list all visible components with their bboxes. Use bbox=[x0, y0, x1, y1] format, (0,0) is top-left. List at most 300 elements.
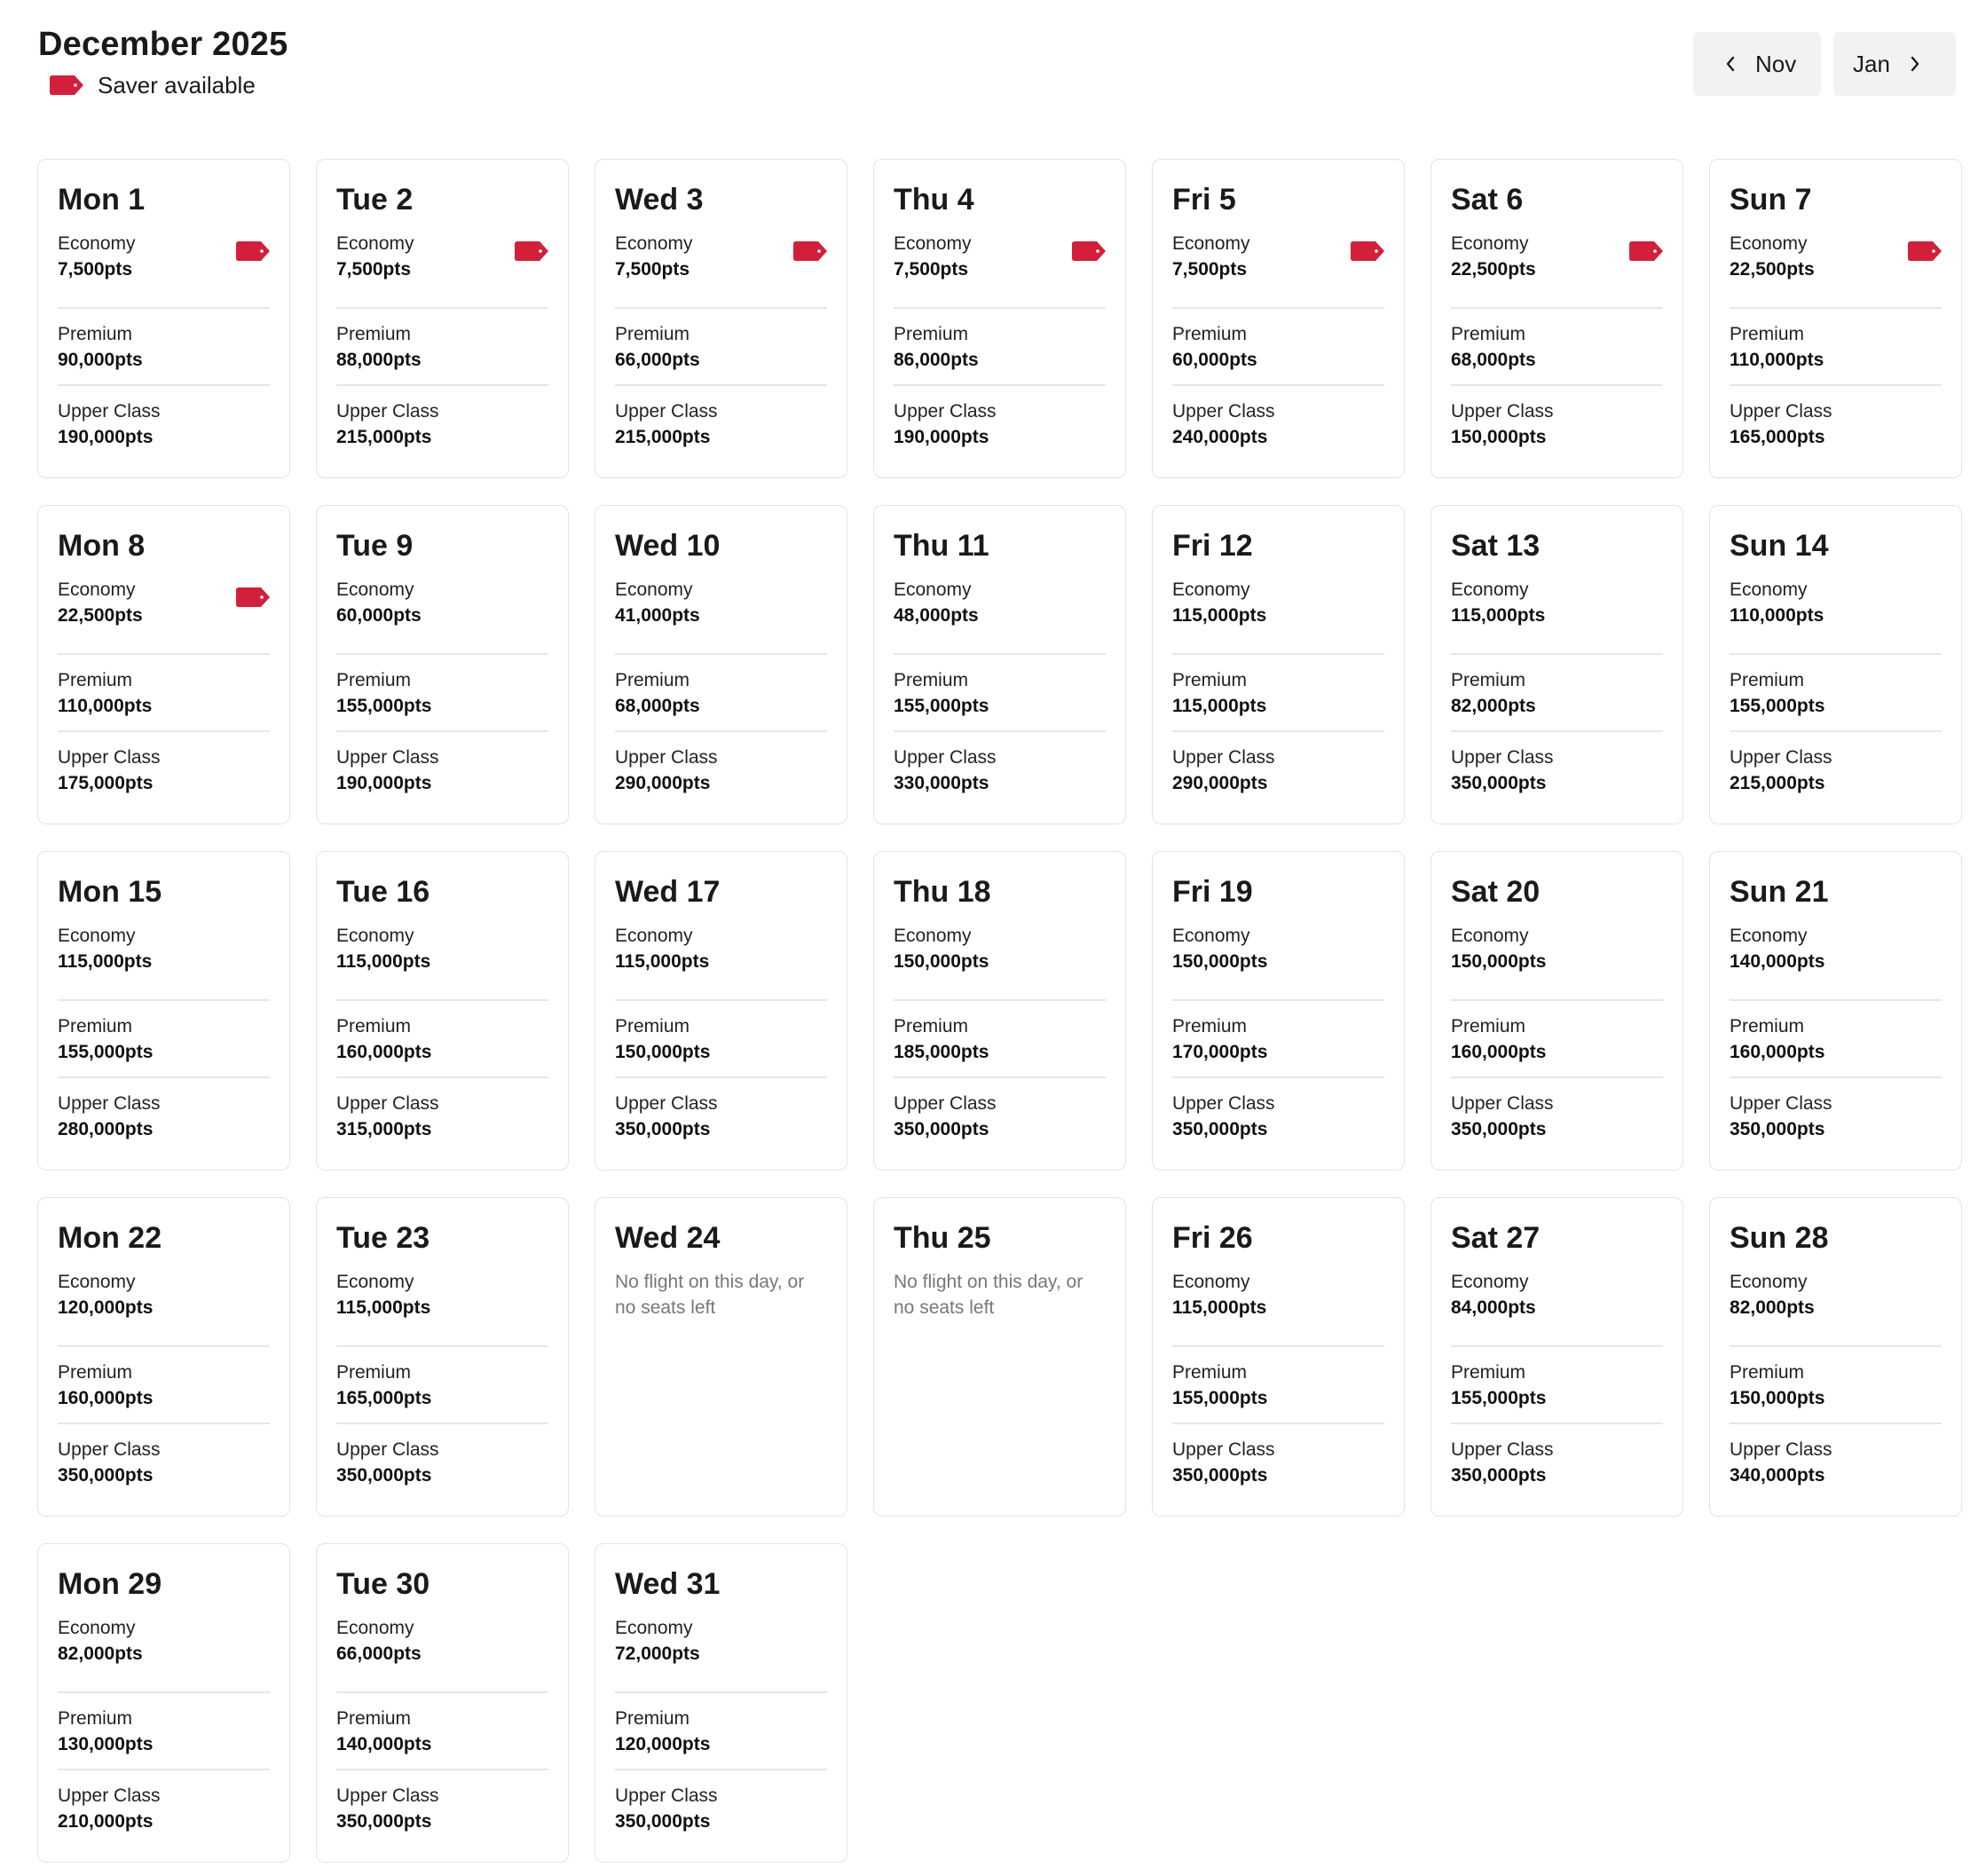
fare-points: 150,000pts bbox=[894, 951, 989, 972]
day-card[interactable] bbox=[1152, 159, 1405, 478]
economy-fare[interactable] bbox=[1730, 923, 1942, 999]
upper-class-fare[interactable] bbox=[615, 1769, 827, 1846]
fare-class-label: Premium bbox=[894, 1016, 969, 1037]
fare-points: 160,000pts bbox=[1451, 1042, 1547, 1062]
fare-class-label: Economy bbox=[615, 233, 693, 254]
fare-points: 140,000pts bbox=[336, 1734, 432, 1754]
fare-points: 290,000pts bbox=[1172, 773, 1268, 793]
fare-class-label: Economy bbox=[1172, 233, 1250, 254]
fare-points: 115,000pts bbox=[336, 1297, 431, 1318]
day-card[interactable] bbox=[1709, 851, 1962, 1171]
fare-points: 350,000pts bbox=[1172, 1119, 1268, 1139]
price-tag-icon bbox=[1908, 241, 1942, 261]
premium-fare[interactable] bbox=[1451, 307, 1663, 384]
chevron-left-icon bbox=[1725, 52, 1736, 75]
day-card[interactable] bbox=[1430, 505, 1683, 824]
day-card[interactable] bbox=[316, 1543, 569, 1863]
upper-class-fare[interactable] bbox=[1730, 730, 1942, 808]
day-label: Tue 16 bbox=[336, 875, 430, 909]
day-label: Fri 26 bbox=[1172, 1221, 1253, 1255]
fare-class-label: Upper Class bbox=[336, 401, 439, 422]
day-label: Mon 22 bbox=[58, 1221, 162, 1255]
fare-class-label: Economy bbox=[58, 579, 136, 600]
day-card[interactable] bbox=[595, 1197, 847, 1517]
economy-fare[interactable] bbox=[615, 1615, 827, 1691]
fare-class-label: Premium bbox=[1451, 324, 1526, 344]
fare-class-label: Economy bbox=[336, 579, 414, 600]
next-month-button[interactable] bbox=[1833, 32, 1956, 96]
fare-class-label: Economy bbox=[58, 1272, 136, 1292]
economy-fare[interactable] bbox=[336, 1615, 548, 1691]
fare-class-label: Premium bbox=[1730, 1362, 1805, 1383]
fare-points: 350,000pts bbox=[1172, 1465, 1268, 1486]
day-label: Sat 27 bbox=[1451, 1221, 1541, 1255]
economy-fare[interactable] bbox=[1730, 1269, 1942, 1345]
upper-class-fare[interactable] bbox=[1730, 1076, 1942, 1154]
upper-class-fare[interactable] bbox=[1451, 1076, 1663, 1154]
day-card[interactable] bbox=[37, 505, 290, 824]
economy-fare[interactable] bbox=[336, 923, 548, 999]
fare-class-label: Upper Class bbox=[615, 401, 718, 422]
fare-class-label: Upper Class bbox=[336, 1093, 439, 1114]
fare-points: 350,000pts bbox=[615, 1811, 711, 1832]
day-label: Mon 29 bbox=[58, 1567, 162, 1601]
day-card[interactable] bbox=[595, 505, 847, 824]
upper-class-fare[interactable] bbox=[615, 384, 827, 461]
economy-fare[interactable] bbox=[336, 1269, 548, 1345]
economy-fare[interactable] bbox=[894, 577, 1106, 653]
fare-class-label: Premium bbox=[58, 1362, 133, 1383]
upper-class-fare[interactable] bbox=[1730, 1423, 1942, 1500]
fare-points: 22,500pts bbox=[1451, 259, 1536, 280]
fare-points: 22,500pts bbox=[1730, 259, 1815, 280]
fare-class-label: Upper Class bbox=[1451, 401, 1554, 422]
fare-points: 150,000pts bbox=[615, 1042, 711, 1062]
day-card[interactable] bbox=[37, 1543, 290, 1863]
fare-class-label: Premium bbox=[1730, 324, 1805, 344]
fare-points: 350,000pts bbox=[1451, 773, 1547, 793]
fare-class-label: Upper Class bbox=[894, 747, 997, 768]
fare-class-label: Premium bbox=[615, 1016, 690, 1037]
fare-class-label: Premium bbox=[1730, 1016, 1805, 1037]
day-label: Mon 1 bbox=[58, 183, 146, 217]
upper-class-fare[interactable] bbox=[1172, 1076, 1384, 1154]
fare-class-label: Premium bbox=[1172, 1016, 1248, 1037]
fare-class-label: Upper Class bbox=[58, 747, 161, 768]
day-card[interactable] bbox=[316, 159, 569, 478]
calendar-header bbox=[38, 23, 288, 101]
price-tag-icon bbox=[236, 241, 270, 261]
price-tag-icon bbox=[793, 241, 827, 261]
economy-fare[interactable] bbox=[1730, 577, 1942, 653]
fare-class-label: Premium bbox=[336, 670, 412, 690]
premium-fare[interactable] bbox=[615, 1691, 827, 1769]
fare-class-label: Premium bbox=[58, 1016, 133, 1037]
price-tag-icon bbox=[236, 587, 270, 607]
day-label: Sat 13 bbox=[1451, 529, 1541, 563]
premium-fare[interactable] bbox=[1730, 653, 1942, 730]
fare-class-label: Upper Class bbox=[615, 747, 718, 768]
fare-class-label: Premium bbox=[615, 670, 690, 690]
fare-points: 120,000pts bbox=[58, 1297, 154, 1318]
fare-class-label: Upper Class bbox=[1451, 1093, 1554, 1114]
fare-points: 215,000pts bbox=[336, 427, 432, 447]
day-label: Fri 19 bbox=[1172, 875, 1253, 909]
economy-fare[interactable] bbox=[894, 923, 1106, 999]
upper-class-fare[interactable] bbox=[615, 1076, 827, 1154]
premium-fare[interactable] bbox=[615, 307, 827, 384]
day-label: Sun 21 bbox=[1730, 875, 1829, 909]
fare-points: 350,000pts bbox=[1451, 1119, 1547, 1139]
day-card[interactable] bbox=[1152, 851, 1405, 1171]
fare-points: 41,000pts bbox=[615, 605, 700, 626]
day-label: Sat 6 bbox=[1451, 183, 1524, 217]
economy-fare[interactable] bbox=[894, 231, 1106, 307]
fare-points: 185,000pts bbox=[894, 1042, 989, 1062]
day-card[interactable] bbox=[873, 159, 1126, 478]
day-card[interactable] bbox=[316, 505, 569, 824]
fare-class-label: Economy bbox=[1172, 926, 1250, 946]
economy-fare[interactable] bbox=[615, 577, 827, 653]
day-card[interactable] bbox=[595, 851, 847, 1171]
no-flight-message: No flight on this day, or no seats left bbox=[615, 1272, 805, 1318]
fare-class-label: Upper Class bbox=[1730, 1093, 1832, 1114]
fare-class-label: Premium bbox=[336, 324, 412, 344]
upper-class-fare[interactable] bbox=[894, 384, 1106, 461]
fare-class-label: Economy bbox=[1730, 233, 1808, 254]
fare-points: 160,000pts bbox=[58, 1388, 154, 1408]
fare-points: 115,000pts bbox=[1172, 696, 1267, 716]
fare-points: 330,000pts bbox=[894, 773, 989, 793]
fare-points: 155,000pts bbox=[58, 1042, 154, 1062]
economy-fare[interactable] bbox=[1451, 577, 1663, 653]
economy-fare[interactable] bbox=[1451, 1269, 1663, 1345]
upper-class-fare[interactable] bbox=[58, 1076, 270, 1154]
fare-class-label: Premium bbox=[894, 324, 969, 344]
upper-class-fare[interactable] bbox=[336, 1076, 548, 1154]
fare-points: 68,000pts bbox=[615, 696, 700, 716]
fare-class-label: Economy bbox=[1451, 579, 1529, 600]
fare-class-label: Premium bbox=[1730, 670, 1805, 690]
fare-class-label: Premium bbox=[58, 1708, 133, 1729]
upper-class-fare[interactable] bbox=[336, 1423, 548, 1500]
fare-points: 190,000pts bbox=[336, 773, 432, 793]
day-card[interactable] bbox=[37, 851, 290, 1171]
upper-class-fare[interactable] bbox=[58, 384, 270, 461]
economy-fare[interactable] bbox=[336, 577, 548, 653]
fare-points: 165,000pts bbox=[1730, 427, 1825, 447]
upper-class-fare[interactable] bbox=[1451, 1423, 1663, 1500]
fare-class-label: Upper Class bbox=[1730, 1439, 1832, 1460]
day-label: Sun 28 bbox=[1730, 1221, 1829, 1255]
day-label: Wed 24 bbox=[615, 1221, 721, 1255]
day-label: Tue 23 bbox=[336, 1221, 430, 1255]
fare-points: 315,000pts bbox=[336, 1119, 432, 1139]
fare-points: 350,000pts bbox=[894, 1119, 989, 1139]
day-card[interactable] bbox=[1152, 1197, 1405, 1517]
day-card[interactable] bbox=[873, 851, 1126, 1171]
fare-points: 350,000pts bbox=[58, 1465, 154, 1486]
fare-points: 160,000pts bbox=[1730, 1042, 1825, 1062]
fare-class-label: Upper Class bbox=[58, 401, 161, 422]
upper-class-fare[interactable] bbox=[58, 730, 270, 808]
price-tag-icon bbox=[1072, 241, 1106, 261]
month-title: December 2025 bbox=[38, 26, 288, 63]
fare-points: 7,500pts bbox=[336, 259, 412, 280]
upper-class-fare[interactable] bbox=[1451, 384, 1663, 461]
upper-class-fare[interactable] bbox=[336, 384, 548, 461]
premium-fare[interactable] bbox=[336, 999, 548, 1076]
fare-points: 60,000pts bbox=[1172, 350, 1257, 370]
premium-fare[interactable] bbox=[58, 999, 270, 1076]
fare-points: 82,000pts bbox=[58, 1643, 143, 1664]
day-card[interactable] bbox=[1430, 159, 1683, 478]
fare-points: 290,000pts bbox=[615, 773, 711, 793]
day-card[interactable] bbox=[1152, 505, 1405, 824]
fare-points: 86,000pts bbox=[894, 350, 979, 370]
economy-fare[interactable] bbox=[58, 1269, 270, 1345]
fare-points: 68,000pts bbox=[1451, 350, 1536, 370]
premium-fare[interactable] bbox=[1172, 307, 1384, 384]
fare-class-label: Upper Class bbox=[1172, 747, 1275, 768]
fare-class-label: Premium bbox=[1451, 670, 1526, 690]
next-month-label: Jan bbox=[1853, 50, 1890, 77]
fare-points: 215,000pts bbox=[615, 427, 711, 447]
fare-class-label: Premium bbox=[1172, 324, 1248, 344]
fare-points: 350,000pts bbox=[336, 1811, 432, 1832]
price-tag-icon bbox=[1351, 241, 1384, 261]
fare-class-label: Premium bbox=[1172, 670, 1248, 690]
premium-fare[interactable] bbox=[615, 999, 827, 1076]
premium-fare[interactable] bbox=[615, 653, 827, 730]
day-label: Mon 8 bbox=[58, 529, 146, 563]
day-card[interactable] bbox=[873, 1197, 1126, 1517]
day-card[interactable] bbox=[37, 159, 290, 478]
premium-fare[interactable] bbox=[1730, 1345, 1942, 1423]
fare-class-label: Economy bbox=[58, 233, 136, 254]
upper-class-fare[interactable] bbox=[1172, 730, 1384, 808]
upper-class-fare[interactable] bbox=[58, 1769, 270, 1846]
upper-class-fare[interactable] bbox=[1730, 384, 1942, 461]
premium-fare[interactable] bbox=[58, 1691, 270, 1769]
economy-fare[interactable] bbox=[336, 231, 548, 307]
fare-points: 155,000pts bbox=[1451, 1388, 1547, 1408]
premium-fare[interactable] bbox=[336, 307, 548, 384]
day-label: Sun 7 bbox=[1730, 183, 1812, 217]
day-card[interactable] bbox=[1709, 505, 1962, 824]
fare-points: 170,000pts bbox=[1172, 1042, 1268, 1062]
day-card[interactable] bbox=[595, 159, 847, 478]
premium-fare[interactable] bbox=[1172, 1345, 1384, 1423]
fare-class-label: Economy bbox=[894, 579, 972, 600]
fare-class-label: Economy bbox=[58, 926, 136, 946]
fare-class-label: Upper Class bbox=[615, 1093, 718, 1114]
premium-fare[interactable] bbox=[1172, 999, 1384, 1076]
price-tag-icon bbox=[515, 241, 548, 261]
fare-points: 115,000pts bbox=[1172, 1297, 1267, 1318]
economy-fare[interactable] bbox=[1730, 231, 1942, 307]
prev-month-button[interactable] bbox=[1693, 32, 1821, 96]
upper-class-fare[interactable] bbox=[58, 1423, 270, 1500]
saver-legend bbox=[38, 69, 288, 101]
fare-class-label: Upper Class bbox=[1172, 401, 1275, 422]
day-card[interactable] bbox=[1709, 159, 1962, 478]
day-label: Tue 30 bbox=[336, 1567, 430, 1601]
premium-fare[interactable] bbox=[894, 653, 1106, 730]
upper-class-fare[interactable] bbox=[336, 730, 548, 808]
day-label: Tue 9 bbox=[336, 529, 414, 563]
premium-fare[interactable] bbox=[58, 307, 270, 384]
economy-fare[interactable] bbox=[1172, 923, 1384, 999]
premium-fare[interactable] bbox=[1451, 999, 1663, 1076]
chevron-right-icon bbox=[1910, 52, 1920, 75]
fare-points: 110,000pts bbox=[1730, 605, 1824, 626]
fare-points: 66,000pts bbox=[615, 350, 700, 370]
upper-class-fare[interactable] bbox=[1172, 384, 1384, 461]
day-label: Sun 14 bbox=[1730, 529, 1829, 563]
fare-class-label: Economy bbox=[1730, 579, 1808, 600]
premium-fare[interactable] bbox=[1730, 307, 1942, 384]
day-label: Tue 2 bbox=[336, 183, 414, 217]
day-card[interactable] bbox=[37, 1197, 290, 1517]
fare-points: 115,000pts bbox=[1172, 605, 1267, 626]
premium-fare[interactable] bbox=[58, 653, 270, 730]
fare-points: 7,500pts bbox=[1172, 259, 1248, 280]
fare-points: 90,000pts bbox=[58, 350, 143, 370]
fare-points: 155,000pts bbox=[336, 696, 432, 716]
fare-points: 155,000pts bbox=[1730, 696, 1825, 716]
fare-class-label: Upper Class bbox=[1172, 1439, 1275, 1460]
upper-class-fare[interactable] bbox=[1451, 730, 1663, 808]
fare-points: 210,000pts bbox=[58, 1811, 154, 1832]
premium-fare[interactable] bbox=[1730, 999, 1942, 1076]
fare-points: 155,000pts bbox=[1172, 1388, 1268, 1408]
day-card[interactable] bbox=[873, 505, 1126, 824]
premium-fare[interactable] bbox=[1451, 1345, 1663, 1423]
fare-class-label: Premium bbox=[336, 1362, 412, 1383]
economy-fare[interactable] bbox=[1172, 1269, 1384, 1345]
economy-fare[interactable] bbox=[58, 1615, 270, 1691]
fare-class-label: Upper Class bbox=[1730, 401, 1832, 422]
fare-class-label: Premium bbox=[615, 1708, 690, 1729]
fare-class-label: Upper Class bbox=[58, 1785, 161, 1806]
fare-class-label: Upper Class bbox=[336, 747, 439, 768]
fare-points: 150,000pts bbox=[1451, 951, 1547, 972]
day-card[interactable] bbox=[1430, 1197, 1683, 1517]
day-card[interactable] bbox=[316, 1197, 569, 1517]
fare-points: 7,500pts bbox=[58, 259, 133, 280]
fare-points: 82,000pts bbox=[1730, 1297, 1815, 1318]
fare-points: 82,000pts bbox=[1451, 696, 1536, 716]
upper-class-fare[interactable] bbox=[615, 730, 827, 808]
premium-fare[interactable] bbox=[894, 307, 1106, 384]
fare-class-label: Economy bbox=[1730, 1272, 1808, 1292]
upper-class-fare[interactable] bbox=[336, 1769, 548, 1846]
fare-points: 190,000pts bbox=[894, 427, 989, 447]
economy-fare[interactable] bbox=[1451, 231, 1663, 307]
premium-fare[interactable] bbox=[1451, 653, 1663, 730]
fare-class-label: Upper Class bbox=[58, 1439, 161, 1460]
day-card[interactable] bbox=[595, 1543, 847, 1863]
calendar-grid bbox=[37, 159, 1962, 1863]
premium-fare[interactable] bbox=[1172, 653, 1384, 730]
economy-fare[interactable] bbox=[615, 231, 827, 307]
price-tag-icon bbox=[1629, 241, 1663, 261]
economy-fare[interactable] bbox=[58, 231, 270, 307]
fare-class-label: Premium bbox=[336, 1708, 412, 1729]
day-card[interactable] bbox=[1430, 851, 1683, 1171]
fare-class-label: Economy bbox=[58, 1618, 136, 1638]
fare-class-label: Economy bbox=[894, 233, 972, 254]
fare-class-label: Economy bbox=[1730, 926, 1808, 946]
fare-points: 140,000pts bbox=[1730, 951, 1825, 972]
fare-points: 350,000pts bbox=[336, 1465, 432, 1486]
economy-fare[interactable] bbox=[1451, 923, 1663, 999]
economy-fare[interactable] bbox=[1172, 231, 1384, 307]
saver-legend-label: Saver available bbox=[98, 72, 256, 99]
fare-points: 150,000pts bbox=[1730, 1388, 1825, 1408]
fare-class-label: Premium bbox=[1451, 1016, 1526, 1037]
economy-fare[interactable] bbox=[58, 923, 270, 999]
fare-points: 160,000pts bbox=[336, 1042, 432, 1062]
price-tag-icon bbox=[50, 75, 83, 95]
fare-class-label: Economy bbox=[336, 233, 414, 254]
premium-fare[interactable] bbox=[894, 999, 1106, 1076]
fare-points: 110,000pts bbox=[58, 696, 153, 716]
premium-fare[interactable] bbox=[58, 1345, 270, 1423]
fare-points: 130,000pts bbox=[58, 1734, 154, 1754]
fare-points: 165,000pts bbox=[336, 1388, 432, 1408]
day-label: Thu 25 bbox=[894, 1221, 991, 1255]
fare-points: 84,000pts bbox=[1451, 1297, 1536, 1318]
upper-class-fare[interactable] bbox=[894, 1076, 1106, 1154]
day-card[interactable] bbox=[1709, 1197, 1962, 1517]
fare-points: 72,000pts bbox=[615, 1643, 700, 1664]
fare-class-label: Upper Class bbox=[894, 1093, 997, 1114]
fare-class-label: Premium bbox=[615, 324, 690, 344]
fare-class-label: Upper Class bbox=[1730, 747, 1832, 768]
upper-class-fare[interactable] bbox=[1172, 1423, 1384, 1500]
no-flight-message: No flight on this day, or no seats left bbox=[894, 1272, 1084, 1318]
upper-class-fare[interactable] bbox=[894, 730, 1106, 808]
fare-points: 88,000pts bbox=[336, 350, 422, 370]
economy-fare[interactable] bbox=[58, 577, 270, 653]
fare-class-label: Premium bbox=[58, 670, 133, 690]
prev-month-label: Nov bbox=[1755, 50, 1797, 77]
fare-points: 340,000pts bbox=[1730, 1465, 1825, 1486]
fare-class-label: Upper Class bbox=[894, 401, 997, 422]
fare-class-label: Economy bbox=[1451, 1272, 1529, 1292]
fare-class-label: Economy bbox=[894, 926, 972, 946]
fare-class-label: Premium bbox=[894, 670, 969, 690]
day-label: Wed 31 bbox=[615, 1567, 721, 1601]
fare-class-label: Economy bbox=[615, 1618, 693, 1638]
day-card[interactable] bbox=[316, 851, 569, 1171]
economy-fare[interactable] bbox=[1172, 577, 1384, 653]
fare-points: 110,000pts bbox=[1730, 350, 1824, 370]
fare-class-label: Upper Class bbox=[58, 1093, 161, 1114]
fare-points: 155,000pts bbox=[894, 696, 989, 716]
fare-points: 22,500pts bbox=[58, 605, 143, 626]
fare-points: 350,000pts bbox=[1451, 1465, 1547, 1486]
premium-fare[interactable] bbox=[336, 653, 548, 730]
fare-class-label: Premium bbox=[1451, 1362, 1526, 1383]
fare-class-label: Economy bbox=[336, 926, 414, 946]
premium-fare[interactable] bbox=[336, 1345, 548, 1423]
economy-fare[interactable] bbox=[615, 923, 827, 999]
premium-fare[interactable] bbox=[336, 1691, 548, 1769]
fare-points: 115,000pts bbox=[336, 951, 431, 972]
